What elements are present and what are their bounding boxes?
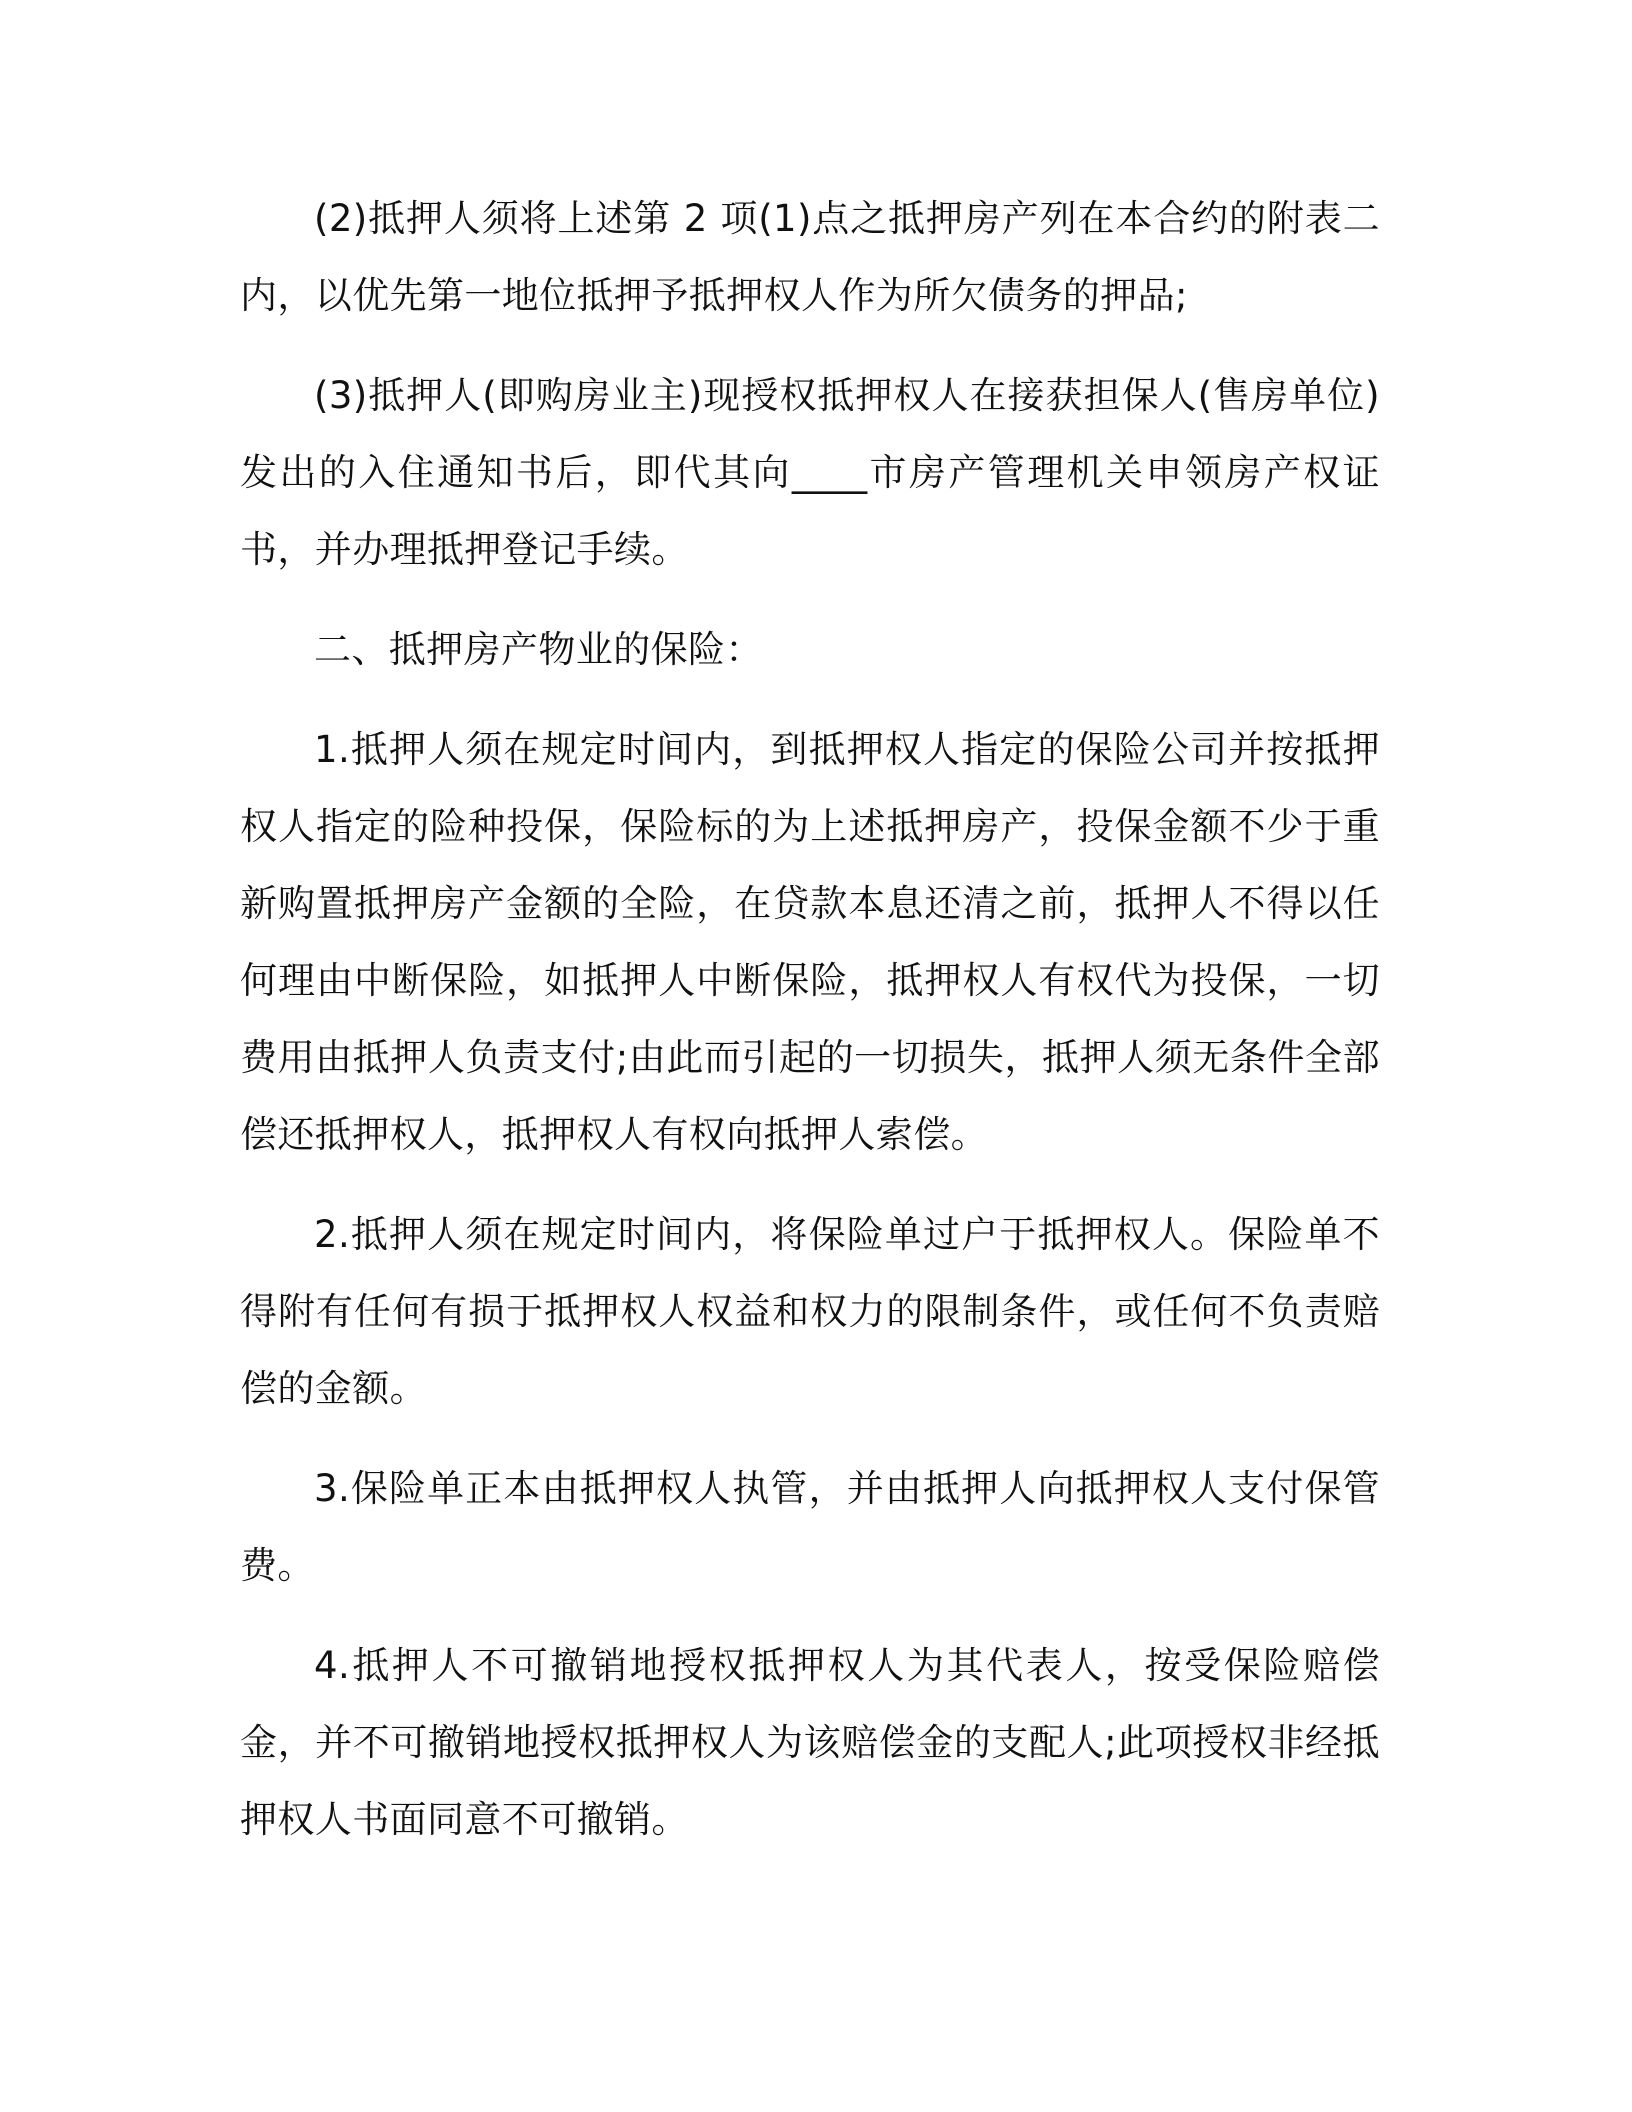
document-body (240, 180, 1380, 1881)
paragraph-insurance-3: 3.保险单正本由抵押权人执管，并由抵押人向抵押权人支付保管费。 (240, 1467, 1380, 1587)
paragraph-insurance-2: 2.抵押人须在规定时间内，将保险单过户于抵押权人。保险单不得附有任何有损于抵押权人权益和权力的限制条件，或任何不负责赔偿的金额。 (240, 1213, 1380, 1410)
paragraph-clause-3: (3)抵押人(即购房业主)现授权抵押权人在接获担保人(售房单位)发出的入住通知书后，即代其向____市房产管理机关申领房产权证书，并办理抵押登记手续。 (240, 374, 1380, 571)
paragraph-insurance-4: 4.抵押人不可撤销地授权抵押权人为其代表人，按受保险赔偿金，并不可撤销地授权抵押权人为该赔偿金的支配人;此项授权非经抵押权人书面同意不可撤销。 (240, 1644, 1380, 1841)
paragraph-insurance-1: 1.抵押人须在规定时间内，到抵押权人指定的保险公司并按抵押权人指定的险种投保，保险标的为上述抵押房产，投保金额不少于重新购置抵押房产金额的全险，在贷款本息还清之前，抵押人不得以任何理由中断保险，如抵押人中断保险，抵押权人有权代为投保，一切费用由抵押人负责支付;由此而引起的一切损失，抵押人须无条件全部偿还抵押权人，抵押权人有权向抵押人索偿。 (240, 728, 1380, 1156)
section-heading-insurance: 二、抵押房产物业的保险： (314, 628, 763, 671)
paragraph-clause-2: (2)抵押人须将上述第 2 项(1)点之抵押房产列在本合约的附表二内，以优先第一地位抵押予抵押权人作为所欠债务的押品; (240, 197, 1380, 317)
